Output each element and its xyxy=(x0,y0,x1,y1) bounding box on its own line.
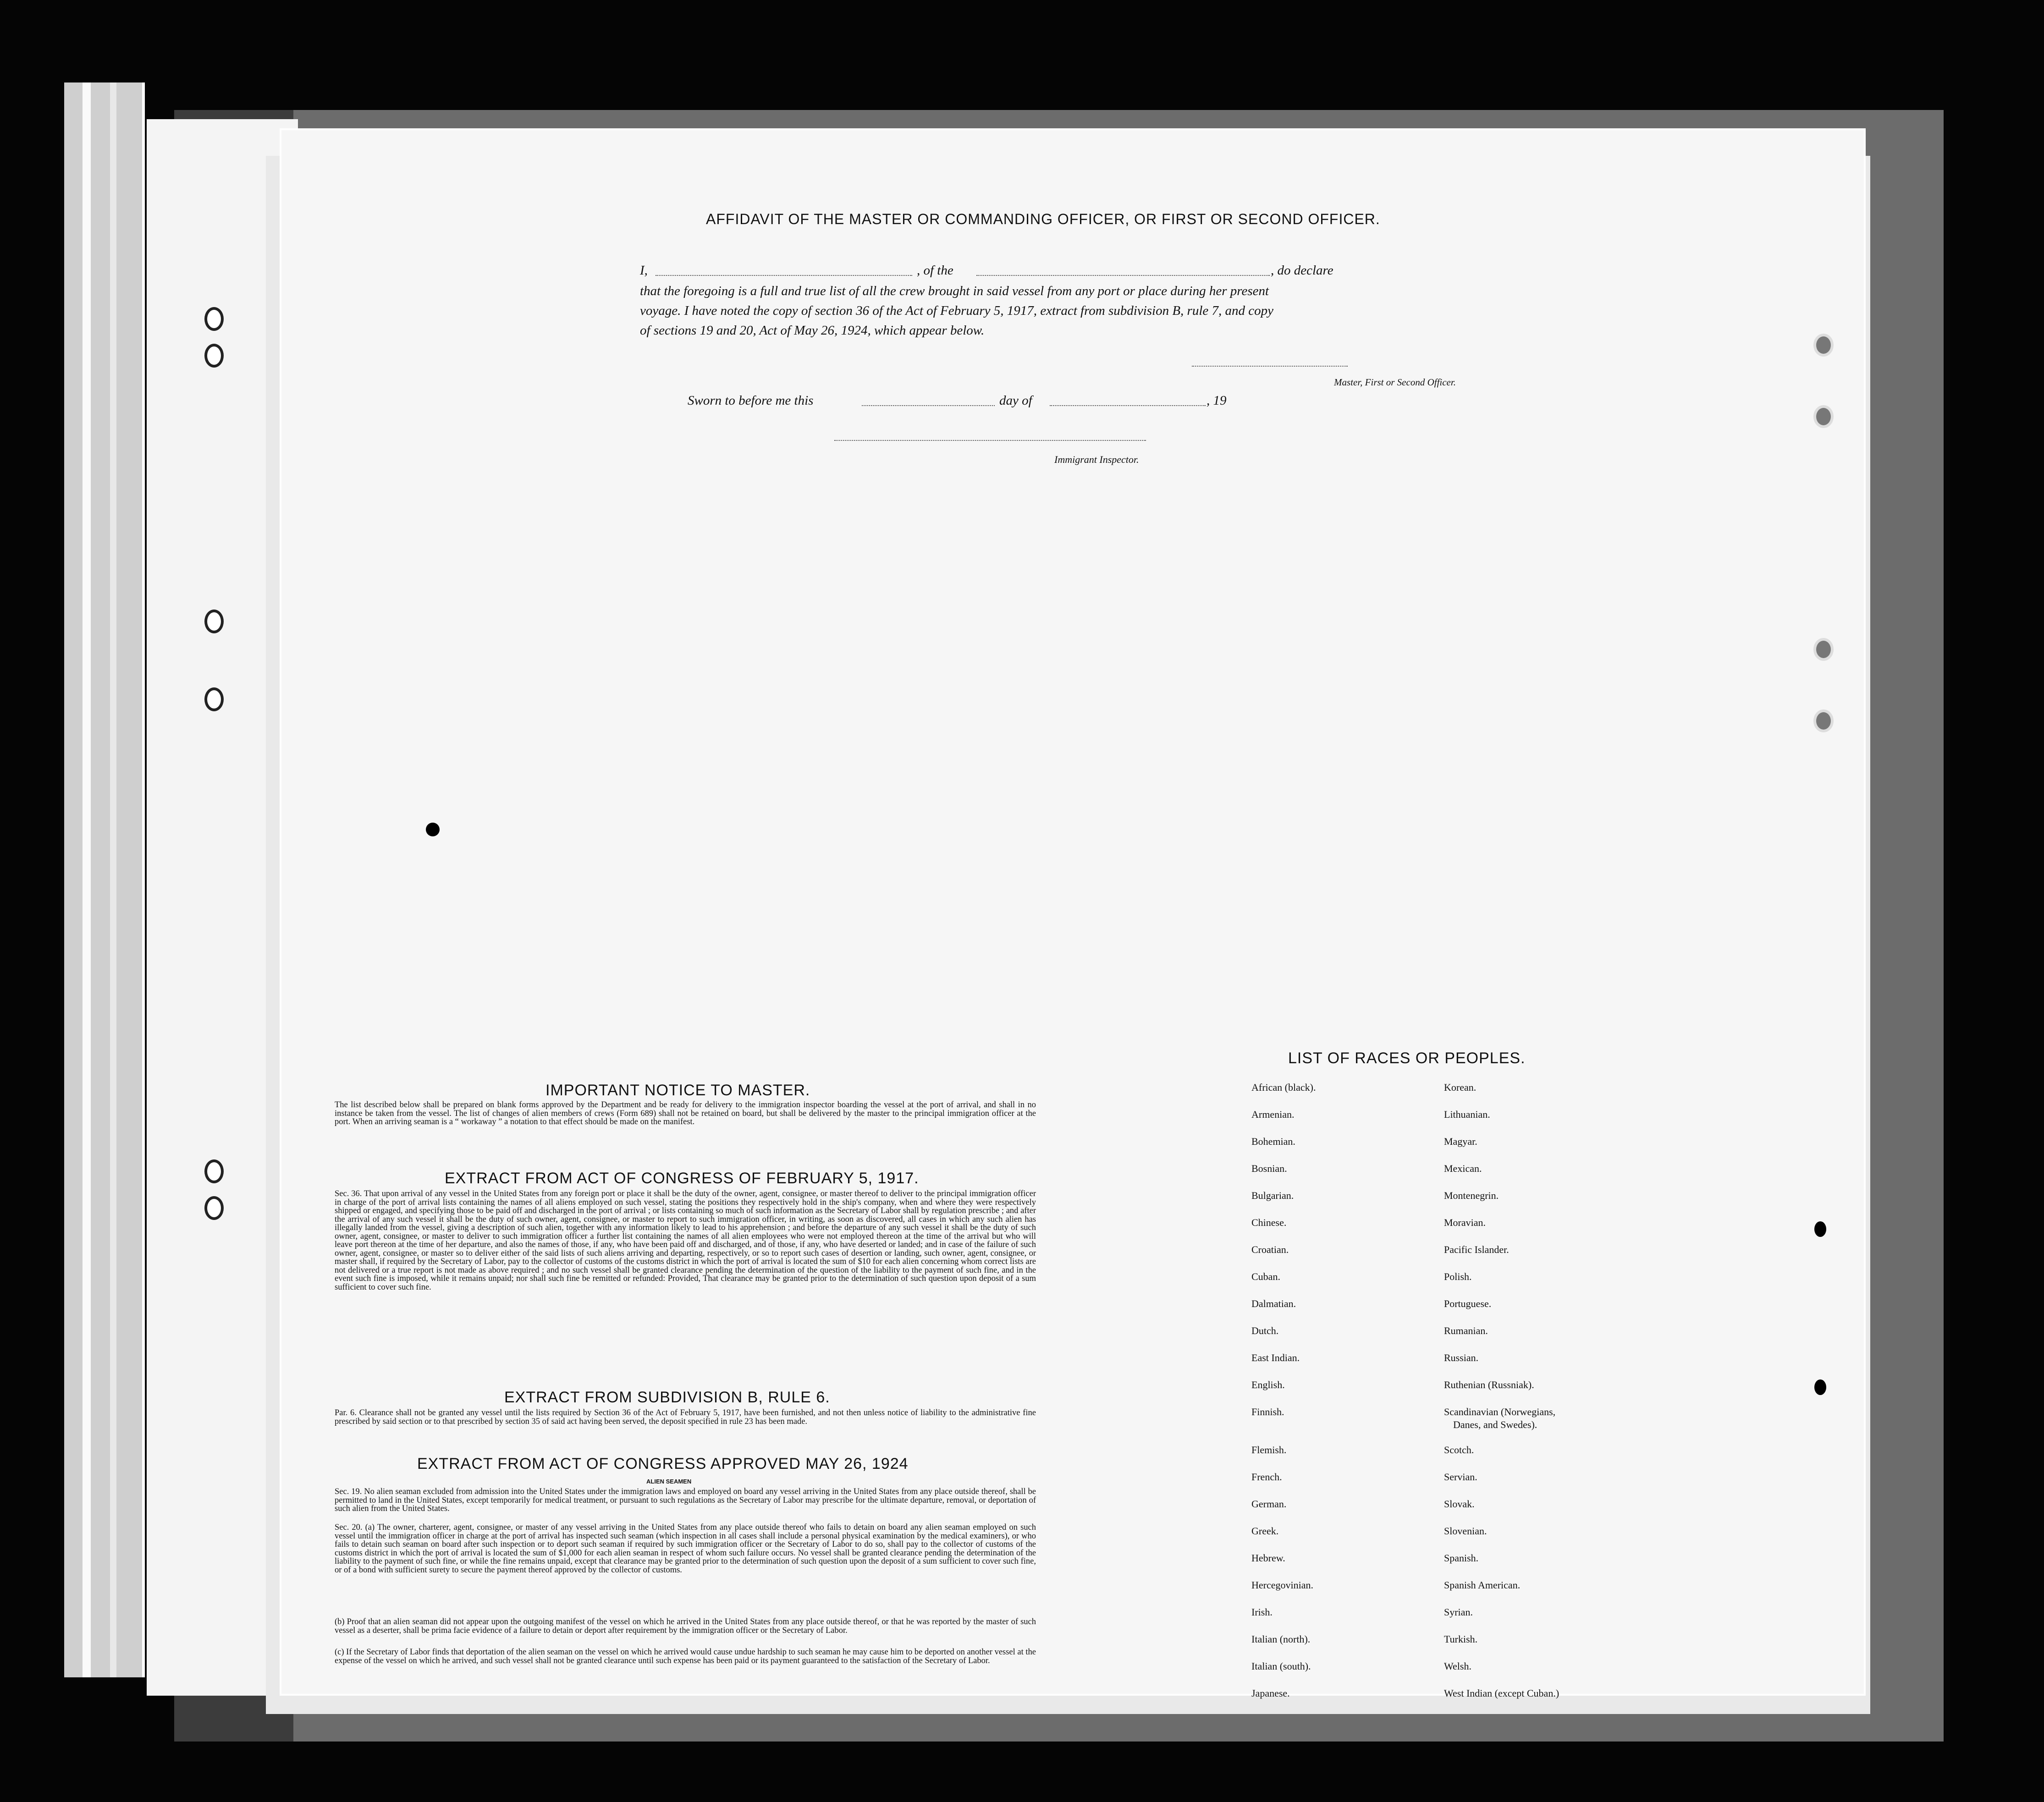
year-label: , 19 xyxy=(1207,393,1227,408)
race-item: Italian (south). xyxy=(1251,1660,1311,1672)
rule6-text: Par. 6. Clearance shall not be granted any vessel until the lists required by Section 36 of the Act of February 5, 1917, have been furnished, and not then unless notice of liability to the administrative fine prescribed by said section or to that prescribed by section 35 of said act having been served, the deposit specified in rule 23 has been made. xyxy=(335,1408,1036,1426)
day-of-label: day of xyxy=(999,393,1032,408)
race-item: Dutch. xyxy=(1251,1325,1279,1336)
binder-hole xyxy=(204,1159,224,1183)
race-item: Scotch. xyxy=(1444,1444,1474,1456)
race-item: Mexican. xyxy=(1444,1163,1482,1174)
race-item: Hebrew. xyxy=(1251,1552,1285,1564)
sworn-label: Sworn to before me this xyxy=(688,393,814,408)
punch-hole xyxy=(1813,709,1834,732)
race-item: Chinese. xyxy=(1251,1217,1287,1228)
race-item: Servian. xyxy=(1444,1471,1477,1483)
race-item: Magyar. xyxy=(1444,1136,1477,1147)
punch-hole xyxy=(1813,334,1834,357)
race-item: Slovenian. xyxy=(1444,1525,1487,1537)
notice-text: The list described below shall be prepared on blank forms approved by the Department and be ready for delivery to the immigration inspector boarding the vessel at the port of arrival, and shall in no instance be taken from the vessel. The list of changes of alien members of crews (Form 689) shall not be retained on board, but shall be delivered by the master to the principal immigration officer at the port. When an arriving seaman is a “ workaway ” a notation to that effect should be made on the manifest. xyxy=(335,1100,1036,1126)
race-item: East Indian. xyxy=(1251,1352,1300,1363)
extract-1917-title: EXTRACT FROM ACT OF CONGRESS OF FEBRUARY 5, 1917. xyxy=(445,1170,919,1187)
alien-seamen-subtitle: ALIEN SEAMEN xyxy=(646,1478,692,1485)
race-item: Cuban. xyxy=(1251,1271,1280,1282)
inspector-label: Immigrant Inspector. xyxy=(1054,454,1139,465)
race-item: Slovak. xyxy=(1444,1498,1475,1510)
sworn-month-line xyxy=(1050,405,1206,406)
race-item: Irish. xyxy=(1251,1606,1273,1618)
sec20a-text: Sec. 20. (a) The owner, charterer, agent, consignee, or master of any vessel arriving in the United States from any place outside thereof who fails to detain on board any alien seaman employed on such vessel until the immigration officer in charge at the port of arrival has inspected such seaman (which inspection in all cases shall include a personal physical examination by the medical examiners), or who fails to detain such seaman on board after such inspection or to deport such seaman if required by such immigration officer or the Secretary of Labor to do so, shall pay to the collector of customs of the customs district in which the port of arrival is located the sum of $1,000 for each alien seaman in respect of whom such failure occurs. No vessel shall be granted clearance pending the determination of the liability to the payment of such fine, or while the fine remains unpaid, except that clearance may be granted prior to the determination of such question upon the deposit of a sum sufficient to cover such fine, or of a bond with sufficient surety to secure the payment thereof approved by the collector of customs. xyxy=(335,1523,1036,1575)
race-item: Russian. xyxy=(1444,1352,1479,1363)
extract-1924-title: EXTRACT FROM ACT OF CONGRESS APPROVED MAY 26, 1924 xyxy=(417,1455,909,1472)
binder-edge-sheets xyxy=(64,82,145,1677)
race-item: Portuguese. xyxy=(1444,1298,1492,1309)
binder-hole xyxy=(204,344,224,368)
race-item: Bohemian. xyxy=(1251,1136,1295,1147)
extract-1917-text: Sec. 36. That upon arrival of any vessel in the United States from any foreign port or place it shall be the duty of the owner, agent, consignee, or master thereof to deliver to the principal immigration officer in charge of the port of arrival lists containing the names of all aliens employed on such vessel, stating the positions they respectively hold in the ship's company, when and where they were respectively shipped or engaged, and specifying those to be paid off and discharged in the port of arrival ; or lists containing so much of such information as the Secretary of Labor shall by regulation prescribe ; and after the arrival of any such vessel it shall be the duty of such owner, agent, consignee, or master to report to such immigration officer, in writing, as soon as discovered, all cases in which any such alien has illegally landed from the vessel, giving a description of such alien, together with any information likely to lead to his apprehension ; and before the departure of any such vessel it shall be the duty of such owner, agent, consignee, or master to deliver to such immigration officer a further list containing the names of all alien employees who were not employed thereon at the time of the arrival but who will leave port thereon at the time of her departure, and also the names of those, if any, who have been paid off and discharged, and of those, if any, who have deserted or landed; and in case of the failure of such owner, agent, consignee, or master so to deliver either of the said lists of such aliens arriving and departing, respectively, or so to report such cases of desertion or landing, such owner, agent, consignee, or master shall, if required by the Secretary of Labor, pay to the collector of customs of the customs district in which the port of arrival is located the sum of $10 for each alien concerning whom correct lists are not delivered or a true report is not made as above required ; and no such vessel shall be granted clearance pending the determination of the question of the liability to the payment of such fine, and in the event such fine is imposed, while it remains unpaid; nor shall such fine be remitted or refunded: Provided, That clearance may be granted prior to the determination of such question upon deposit of a sum sufficient to cover such fine. xyxy=(335,1189,1036,1292)
race-item: Syrian. xyxy=(1444,1606,1473,1618)
race-item: Greek. xyxy=(1251,1525,1279,1537)
race-item: English. xyxy=(1251,1379,1285,1390)
race-item: Spanish. xyxy=(1444,1552,1479,1564)
race-item: Scandinavian (Norwegians, xyxy=(1444,1406,1556,1417)
race-item: Rumanian. xyxy=(1444,1325,1488,1336)
race-item: Italian (north). xyxy=(1251,1633,1311,1645)
ink-dot xyxy=(1814,1221,1826,1237)
crew-list-page xyxy=(280,128,1866,1699)
race-item: Danes, and Swedes). xyxy=(1453,1419,1537,1430)
race-item: Bosnian. xyxy=(1251,1163,1287,1174)
race-item: Flemish. xyxy=(1251,1444,1287,1456)
race-item: German. xyxy=(1251,1498,1287,1510)
binder-hole xyxy=(204,307,224,331)
affidavit-of-the: , of the xyxy=(917,263,953,278)
punch-hole xyxy=(1813,638,1834,661)
binder-hole xyxy=(204,687,224,711)
inspector-signature-line xyxy=(834,440,1146,441)
race-item: Pacific Islander. xyxy=(1444,1244,1509,1255)
sworn-day-line xyxy=(862,405,995,406)
race-item: Bulgarian. xyxy=(1251,1190,1294,1201)
race-item: Armenian. xyxy=(1251,1109,1295,1120)
binder-hole xyxy=(204,610,224,633)
race-item: Welsh. xyxy=(1444,1660,1471,1672)
name-blank-line xyxy=(656,275,912,276)
punch-hole xyxy=(1813,405,1834,428)
race-item: Croatian. xyxy=(1251,1244,1289,1255)
race-item: Lithuanian. xyxy=(1444,1109,1490,1120)
affidavit-text-line: of sections 19 and 20, Act of May 26, 1924, which appear below. xyxy=(640,323,985,338)
sec19-text: Sec. 19. No alien seaman excluded from admission into the United States under the immigration laws and employed on board any vessel arriving in the United States from any place outside thereof, shall be permitted to land in the United States, except temporarily for medical treatment, or pursuant to such regulations as the Secretary of Labor may prescribe for the ultimate departure, removal, or deportation of such alien from the United States. xyxy=(335,1487,1036,1513)
race-item: African (black). xyxy=(1251,1082,1316,1093)
race-item: Ruthenian (Russniak). xyxy=(1444,1379,1534,1390)
sec20b-text: (b) Proof that an alien seaman did not appear upon the outgoing manifest of the vessel on which he arrived in the United States from any place outside thereof, or that he was reported by the master of such vessel as a deserter, shall be prima facie evidence of a failure to detain or deport after requirement by the immigration officer or the Secretary of Labor. xyxy=(335,1617,1036,1635)
notice-title: IMPORTANT NOTICE TO MASTER. xyxy=(545,1082,810,1099)
officer-signature-label: Master, First or Second Officer. xyxy=(1334,377,1456,388)
affidavit-do-declare: , do declare xyxy=(1271,263,1333,278)
rule6-title: EXTRACT FROM SUBDIVISION B, RULE 6. xyxy=(504,1389,830,1406)
race-item: Turkish. xyxy=(1444,1633,1478,1645)
race-item: French. xyxy=(1251,1471,1282,1483)
race-item: West Indian (except Cuban.) xyxy=(1444,1687,1559,1699)
binder-hole xyxy=(204,1196,224,1220)
signature-line xyxy=(1192,366,1348,367)
affidavit-text-line: voyage. I have noted the copy of section 36 of the Act of February 5, 1917, extract from subdivision B, rule 7, and copy xyxy=(640,303,1274,318)
affidavit-lead: I, xyxy=(640,263,648,278)
race-item: Moravian. xyxy=(1444,1217,1486,1228)
affidavit-text-line: that the foregoing is a full and true list of all the crew brought in said vessel from any port or place during her present xyxy=(640,284,1269,298)
races-list xyxy=(1251,1082,1664,1705)
race-item: Hercegovinian. xyxy=(1251,1579,1313,1591)
race-item: Japanese. xyxy=(1251,1687,1290,1699)
race-item: Montenegrin. xyxy=(1444,1190,1499,1201)
sec20c-text: (c) If the Secretary of Labor finds that deportation of the alien seaman on the vessel on which he arrived would cause undue hardship to such seaman he may cause him to be deported on another vessel at the expense of the vessel on which he arrived, and such vessel shall not be granted clearance until such expense has been paid or its payment guaranteed to the satisfaction of the Secretary of Labor. xyxy=(335,1648,1036,1665)
vessel-blank-line xyxy=(976,275,1270,276)
race-item: Finnish. xyxy=(1251,1406,1284,1417)
ink-dot xyxy=(1814,1379,1826,1395)
race-item: Polish. xyxy=(1444,1271,1472,1282)
races-title: LIST OF RACES OR PEOPLES. xyxy=(1288,1049,1526,1067)
race-item: Dalmatian. xyxy=(1251,1298,1296,1309)
race-item: Spanish American. xyxy=(1444,1579,1521,1591)
ink-dot xyxy=(426,823,440,836)
affidavit-title: AFFIDAVIT OF THE MASTER OR COMMANDING OFFICER, OR FIRST OR SECOND OFFICER. xyxy=(706,211,1380,227)
race-item: Korean. xyxy=(1444,1082,1477,1093)
